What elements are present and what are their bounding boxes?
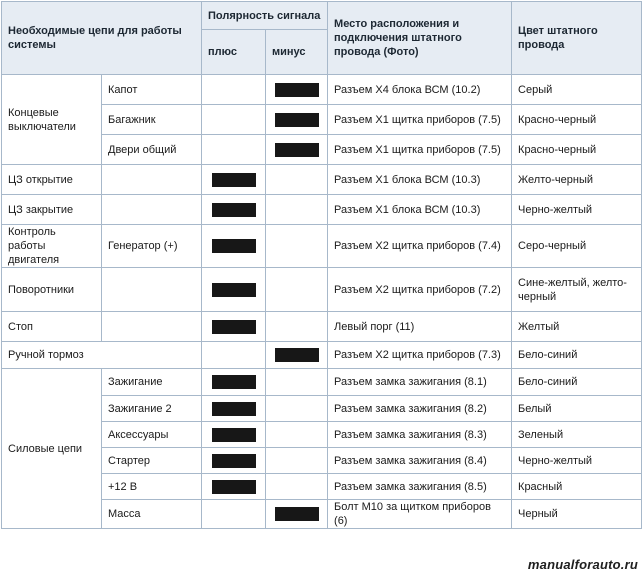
color-cell: Черно-желтый: [512, 448, 642, 474]
minus-marker: [275, 507, 319, 521]
minus-cell: [266, 369, 328, 396]
sub-generator: Генератор (+): [102, 225, 202, 268]
plus-cell: [202, 369, 266, 396]
watermark: manualforauto.ru: [527, 557, 638, 572]
location-cell: Разъем замка зажигания (8.2): [328, 396, 512, 422]
minus-cell: [266, 422, 328, 448]
plus-cell: [202, 268, 266, 312]
minus-cell: [266, 75, 328, 105]
minus-cell: [266, 500, 328, 529]
minus-cell: [266, 448, 328, 474]
minus-cell: [266, 135, 328, 165]
plus-marker: [212, 375, 256, 389]
color-cell: Желтый: [512, 312, 642, 342]
plus-marker: [212, 480, 256, 494]
plus-cell: [202, 225, 266, 268]
header-color: Цвет штатного провода: [512, 2, 642, 75]
color-cell: Зеленый: [512, 422, 642, 448]
plus-cell: [202, 105, 266, 135]
location-cell: Разъем Х4 блока ВСМ (10.2): [328, 75, 512, 105]
location-cell: Разъем Х2 щитка приборов (7.3): [328, 342, 512, 369]
sub-ignition-2: Зажигание 2: [102, 396, 202, 422]
sub-cell: [102, 312, 202, 342]
location-cell: Разъем Х2 щитка приборов (7.4): [328, 225, 512, 268]
minus-cell: [266, 165, 328, 195]
minus-cell: [266, 396, 328, 422]
header-polarity: Полярность сигнала: [202, 2, 328, 30]
sub-ignition: Зажигание: [102, 369, 202, 396]
minus-cell: [266, 312, 328, 342]
location-cell: Разъем замка зажигания (8.4): [328, 448, 512, 474]
location-cell: Разъем замка зажигания (8.1): [328, 369, 512, 396]
minus-cell: [266, 225, 328, 268]
header-circuits: Необходимые цепи для работы системы: [2, 2, 202, 75]
location-cell: Разъем Х1 щитка приборов (7.5): [328, 105, 512, 135]
plus-cell: [202, 195, 266, 225]
location-cell: Разъем замка зажигания (8.3): [328, 422, 512, 448]
sub-hood: Капот: [102, 75, 202, 105]
sub-doors: Двери общий: [102, 135, 202, 165]
plus-cell: [202, 500, 266, 529]
plus-marker: [212, 320, 256, 334]
sub-trunk: Багажник: [102, 105, 202, 135]
minus-cell: [266, 474, 328, 500]
circuit-handbrake: Ручной тормоз: [2, 342, 202, 369]
location-cell: Разъем Х1 блока ВСМ (10.3): [328, 165, 512, 195]
color-cell: Сине-желтый, желто-черный: [512, 268, 642, 312]
sub-cell: [102, 268, 202, 312]
plus-marker: [212, 454, 256, 468]
color-cell: Бело-синий: [512, 369, 642, 396]
plus-cell: [202, 422, 266, 448]
location-cell: Болт М10 за щитком приборов (6): [328, 500, 512, 529]
circuit-cl-close: ЦЗ закрытие: [2, 195, 102, 225]
plus-marker: [212, 428, 256, 442]
sub-ground: Масса: [102, 500, 202, 529]
minus-cell: [266, 105, 328, 135]
minus-cell: [266, 268, 328, 312]
location-cell: Разъем Х1 щитка приборов (7.5): [328, 135, 512, 165]
plus-cell: [202, 448, 266, 474]
minus-marker: [275, 83, 319, 97]
plus-cell: [202, 474, 266, 500]
color-cell: Желто-черный: [512, 165, 642, 195]
color-cell: Серый: [512, 75, 642, 105]
minus-marker: [275, 113, 319, 127]
location-cell: Разъем замка зажигания (8.5): [328, 474, 512, 500]
sub-cell: [102, 165, 202, 195]
plus-cell: [202, 312, 266, 342]
location-cell: Левый порг (11): [328, 312, 512, 342]
color-cell: Красно-черный: [512, 135, 642, 165]
color-cell: Белый: [512, 396, 642, 422]
plus-cell: [202, 165, 266, 195]
plus-cell: [202, 396, 266, 422]
plus-cell: [202, 75, 266, 105]
group-engine-control: Контроль работы двигателя: [2, 225, 102, 268]
color-cell: Красно-черный: [512, 105, 642, 135]
sub-cell: [102, 195, 202, 225]
header-minus: минус: [266, 30, 328, 75]
plus-marker: [212, 283, 256, 297]
circuit-turn-signals: Поворотники: [2, 268, 102, 312]
minus-marker: [275, 143, 319, 157]
header-location: Место расположения и подключения штатного провода (Фото): [328, 2, 512, 75]
location-cell: Разъем Х2 щитка приборов (7.2): [328, 268, 512, 312]
minus-cell: [266, 195, 328, 225]
minus-cell: [266, 342, 328, 369]
color-cell: Серо-черный: [512, 225, 642, 268]
circuit-stop: Стоп: [2, 312, 102, 342]
location-cell: Разъем Х1 блока ВСМ (10.3): [328, 195, 512, 225]
color-cell: Черный: [512, 500, 642, 529]
plus-marker: [212, 239, 256, 253]
sub-12v: +12 В: [102, 474, 202, 500]
minus-marker: [275, 348, 319, 362]
sub-accessories: Аксессуары: [102, 422, 202, 448]
plus-cell: [202, 135, 266, 165]
wiring-table: [1, 1, 642, 529]
plus-cell: [202, 342, 266, 369]
plus-marker: [212, 203, 256, 217]
color-cell: Бело-синий: [512, 342, 642, 369]
header-plus: плюс: [202, 30, 266, 75]
plus-marker: [212, 402, 256, 416]
color-cell: Красный: [512, 474, 642, 500]
group-limit-switches: Концевые выключатели: [2, 75, 102, 165]
plus-marker: [212, 173, 256, 187]
sub-starter: Стартер: [102, 448, 202, 474]
circuit-cl-open: ЦЗ открытие: [2, 165, 102, 195]
group-power-circuits: Силовые цепи: [2, 369, 102, 529]
color-cell: Черно-желтый: [512, 195, 642, 225]
